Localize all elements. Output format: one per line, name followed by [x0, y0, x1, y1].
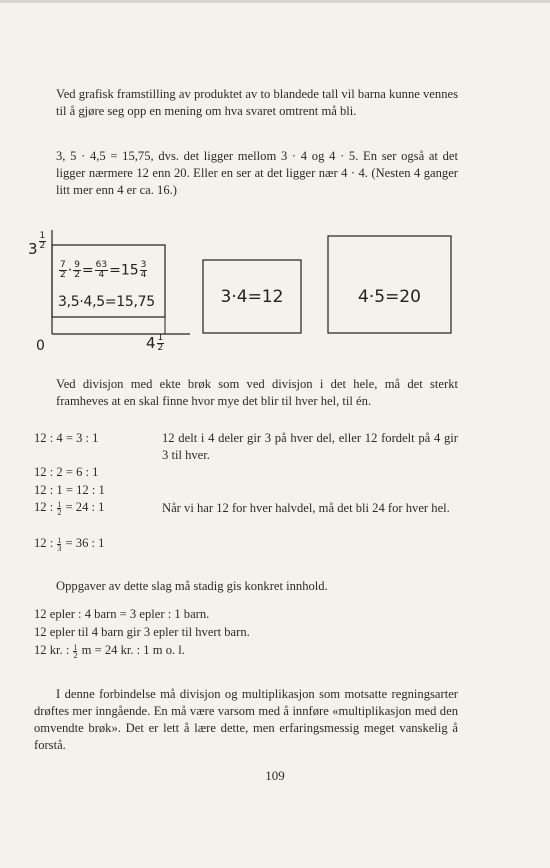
- page-number: 109: [265, 768, 285, 783]
- task-line-1: 12 epler : 4 barn = 3 epler : 1 barn.: [34, 607, 210, 621]
- division-note-1: 12 delt i 4 deler gir 3 på hver del, eller 12 fordelt på 4 gir 3 til hver.: [162, 431, 458, 462]
- intro-text: Ved grafisk framstilling av produktet av to blandede tall vil barna kunne vennes til å gjøre seg opp en mening om hva svaret omtrent må bli.: [56, 87, 458, 118]
- page-top-edge: [0, 0, 550, 3]
- tasks-intro: Oppgaver av dette slag må stadig gis konkret innhold.: [56, 579, 328, 593]
- box3-text: 4·5=20: [358, 287, 421, 307]
- division-row-5: 12 : $\frac{1}{3}$ = 36 : 1: [34, 535, 105, 553]
- box1-decimal-line: 3,5·4,5=15,75: [58, 294, 155, 310]
- division-row-2: 12 : 2 = 6 : 1: [34, 465, 99, 479]
- intro-paragraph: [56, 86, 458, 120]
- division-text: Ved divisjon med ekte brøk som ved divisjon i det hele, må det sterkt framheves at en skal finne hvor mye det blir til hver hel, til én.: [56, 377, 458, 408]
- division-row-3: 12 : 1 = 12 : 1: [34, 483, 105, 497]
- division-paragraph: [56, 376, 458, 410]
- product-box-4x5: [328, 236, 451, 333]
- task-line-2: 12 epler til 4 barn gir 3 epler til hvert barn.: [34, 625, 250, 639]
- box2-text: 3·4=12: [220, 287, 284, 307]
- box1-fraction-line: $\frac{7}{2}$ · $\frac{9}{2}$ = $\frac{63}{4}$ =15 $\frac{3}{4}$: [60, 260, 147, 280]
- division-note-2: Når vi har 12 for hver halvdel, må det bli 24 for hver hel.: [162, 501, 450, 515]
- example-text: 3, 5 · 4,5 = 15,75, dvs. det ligger mellom 3 · 4 og 4 · 5. En ser også at det ligger nærmere 12 enn 20. Eller en ser at det ligger nær 4 · 4. (Nesten 4 ganger litt mer enn 4 er ca. 16.): [56, 149, 458, 197]
- task-line-3: 12 kr. : $\frac{1}{2}$ m = 24 kr. : 1 m o. l.: [34, 642, 185, 660]
- x-axis-fraction: $\frac{1}{2}$: [157, 333, 164, 353]
- division-row-4: 12 : $\frac{1}{2}$ = 24 : 1: [34, 499, 105, 517]
- division-row-1: 12 : 4 = 3 : 1: [34, 431, 99, 445]
- y-axis-fraction: $\frac{1}{2}$: [39, 231, 46, 251]
- y-axis-label: [28, 231, 47, 258]
- example-paragraph: [56, 148, 458, 199]
- x-axis-label: [146, 334, 165, 353]
- closing-text: I denne forbindelse må divisjon og multiplikasjon som motsatte regningsarter drøftes mer inngående. En må være varsom med å innføre «multiplikasjon med den omvendte brøk». Det er lett å lære dette, men erfaringsmessig meget vanskelig å forstå.: [34, 687, 458, 752]
- origin-label: 0: [36, 338, 45, 354]
- x-axis-whole: 4: [146, 334, 156, 352]
- closing-paragraph: [34, 686, 458, 754]
- y-axis-whole: 3: [28, 240, 38, 258]
